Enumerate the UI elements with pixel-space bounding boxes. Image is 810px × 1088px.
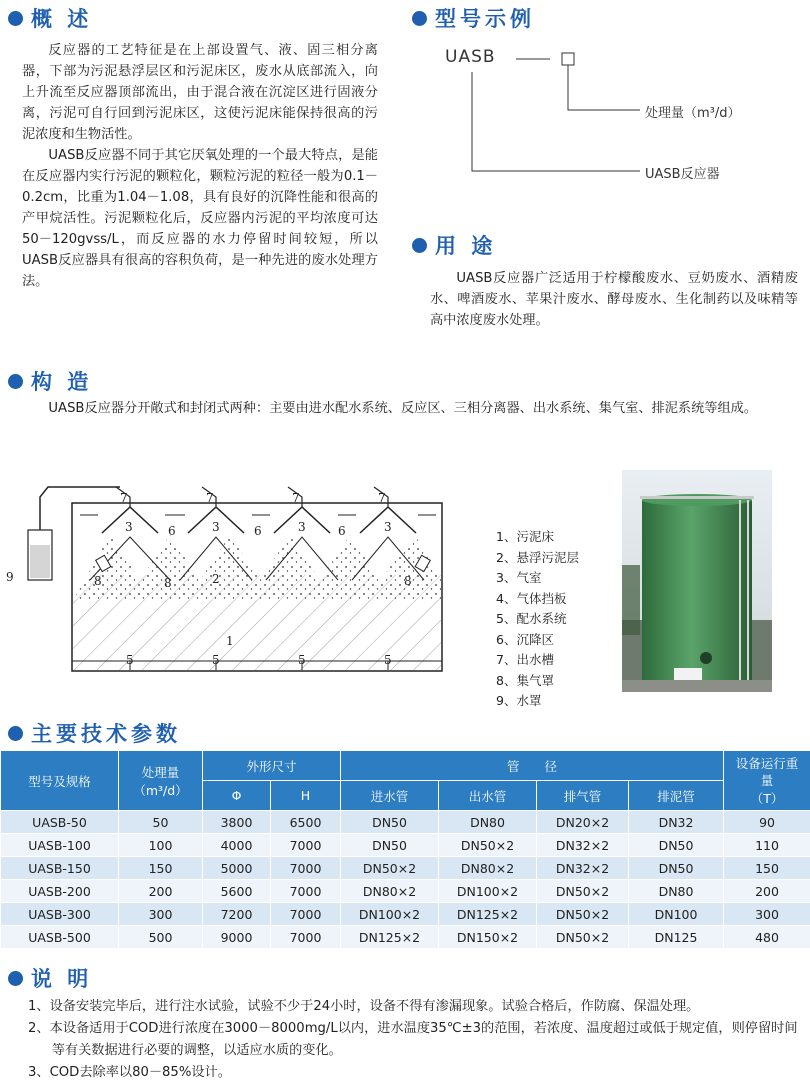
- table-cell: DN125: [629, 926, 724, 949]
- structure-title: 构 造: [31, 370, 93, 394]
- overview-paragraph-2: UASB反应器不同于其它厌氧处理的一个最大特点，是能在反应器内实行污泥的颗粒化，颗粒污泥的粒径一般为0.1－0.2cm，比重为1.04－1.08，具有良好的沉降性能和很高的产甲烷活性。污泥颗粒化后，反应器内污泥的平均浓度可达50－120gvss/L，而反应器的水力停留时间较短，所以UASB反应器具有很高的容积负荷，是一种先进的废水处理方法。: [22, 148, 378, 289]
- usage-heading: [412, 230, 496, 260]
- header-phi: Φ: [203, 781, 271, 811]
- table-cell: UASB-200: [1, 880, 119, 903]
- note-item: 2、本设备适用于COD进行浓度在3000－8000mg/L以内，进水温度35℃±3的范围，若浓度、温度超过或低于规定值，则停留时间等有关数据进行必要的调整，以适应水质的变化。: [28, 1021, 798, 1058]
- usage-paragraph: UASB反应器广泛适用于柠檬酸废水、豆奶废水、酒精废水、啤酒废水、苹果汁废水、酵母废水、生化制药以及味精等高中浓度废水处理。: [430, 271, 798, 328]
- table-cell: 480: [724, 926, 810, 949]
- overview-title: 概 述: [31, 7, 93, 31]
- structure-heading: [8, 366, 92, 396]
- table-cell: DN125×2: [341, 926, 439, 949]
- header-pipes: 管 径: [341, 751, 724, 781]
- params-title: 主要技术参数: [31, 722, 181, 746]
- table-cell: UASB-50: [1, 811, 119, 834]
- table-cell: 300: [119, 903, 203, 926]
- bullet-dot-icon: [8, 11, 23, 26]
- table-cell: DN32: [629, 811, 724, 834]
- model-title: 型号示例: [435, 7, 535, 31]
- table-cell: 7200: [203, 903, 271, 926]
- header-weight-unit: （T）: [750, 790, 784, 806]
- header-h: H: [271, 781, 341, 811]
- table-row: [1, 903, 810, 926]
- table-row: [1, 811, 810, 834]
- params-table: [0, 750, 810, 949]
- table-cell: DN50×2: [537, 880, 629, 903]
- notes-title: 说 明: [31, 967, 93, 991]
- reactor-diagram: [20, 475, 450, 685]
- note-item: 1、设备安装完毕后，进行注水试验，试验不少于24小时，设备不得有渗漏现象。试验合格后，作防腐、保温处理。: [28, 999, 700, 1014]
- diagram-label-2: 2: [212, 572, 220, 586]
- diagram-label-5a: 5: [126, 653, 134, 667]
- table-cell: DN50: [341, 834, 439, 857]
- diagram-label-7b: 7: [206, 491, 214, 505]
- header-capacity-label: 处理量: [141, 764, 180, 780]
- usage-title: 用 途: [435, 234, 497, 258]
- table-cell: 200: [724, 880, 810, 903]
- overview-text: [22, 40, 378, 292]
- legend-item: 4、气体挡板: [496, 590, 567, 606]
- table-cell: UASB-150: [1, 857, 119, 880]
- params-heading: [8, 718, 181, 748]
- table-cell: 7000: [271, 857, 341, 880]
- table-cell: DN50×2: [439, 834, 537, 857]
- table-cell: 150: [724, 857, 810, 880]
- table-cell: 7000: [271, 903, 341, 926]
- table-cell: 5000: [203, 857, 271, 880]
- table-cell: 90: [724, 811, 810, 834]
- diagram-label-9-outer: 9: [6, 570, 14, 584]
- table-cell: DN80: [629, 880, 724, 903]
- table-cell: DN100×2: [341, 903, 439, 926]
- model-heading: [412, 3, 535, 33]
- notes-list: [28, 996, 806, 1084]
- bullet-dot-icon: [8, 374, 23, 389]
- table-row: [1, 857, 810, 880]
- diagram-label-7c: 7: [292, 491, 300, 505]
- header-sludge: 排泥管: [629, 781, 724, 811]
- diagram-label-5c: 5: [298, 653, 306, 667]
- notes-heading: [8, 963, 92, 993]
- table-cell: 50: [119, 811, 203, 834]
- table-cell: 500: [119, 926, 203, 949]
- bullet-dot-icon: [412, 238, 427, 253]
- table-cell: DN100: [629, 903, 724, 926]
- diagram-label-8c: 8: [404, 574, 412, 588]
- table-cell: UASB-500: [1, 926, 119, 949]
- structure-paragraph: UASB反应器分开敞式和封闭式两种：主要由进水配水系统、反应区、三相分离器、出水系统、集气室、排泥系统等组成。: [48, 401, 758, 416]
- header-dims: 外形尺寸: [203, 751, 341, 781]
- diagram-label-7a: 7: [120, 491, 128, 505]
- legend-item: 1、污泥床: [496, 529, 554, 544]
- table-cell: 4000: [203, 834, 271, 857]
- table-cell: 7000: [271, 926, 341, 949]
- table-cell: 3800: [203, 811, 271, 834]
- diagram-label-5b: 5: [212, 653, 220, 667]
- legend-item: 2、悬浮污泥层: [496, 549, 579, 565]
- table-cell: DN125×2: [439, 903, 537, 926]
- table-cell: DN80: [439, 811, 537, 834]
- table-cell: DN50×2: [341, 857, 439, 880]
- table-cell: DN150×2: [439, 926, 537, 949]
- header-weight-label: 设备运行重量: [735, 755, 799, 788]
- table-row: [1, 880, 810, 903]
- diagram-label-3d: 3: [384, 520, 392, 534]
- legend-item: 5、配水系统: [496, 611, 567, 626]
- table-row: [1, 926, 810, 949]
- legend-item: 6、沉降区: [496, 631, 554, 647]
- table-cell: DN50×2: [537, 903, 629, 926]
- table-cell: 5600: [203, 880, 271, 903]
- table-cell: DN50: [341, 811, 439, 834]
- header-gas: 排气管: [537, 781, 629, 811]
- legend-item: 3、气室: [496, 570, 542, 585]
- table-cell: UASB-300: [1, 903, 119, 926]
- header-capacity: [119, 751, 203, 811]
- legend-item: 9、水罩: [496, 693, 542, 708]
- capacity-label: 处理量（m³/d）: [645, 106, 741, 121]
- table-cell: DN50: [629, 857, 724, 880]
- structure-legend: [496, 527, 579, 712]
- diagram-label-6a: 6: [168, 524, 176, 538]
- overview-heading: [8, 3, 92, 33]
- diagram-label-3c: 3: [298, 520, 306, 534]
- table-cell: 9000: [203, 926, 271, 949]
- table-cell: DN80×2: [439, 857, 537, 880]
- table-cell: UASB-100: [1, 834, 119, 857]
- reactor-photo: [622, 470, 772, 692]
- table-cell: 300: [724, 903, 810, 926]
- table-cell: DN20×2: [537, 811, 629, 834]
- bullet-dot-icon: [8, 971, 23, 986]
- diagram-label-1: 1: [226, 634, 234, 648]
- header-outlet: 出水管: [439, 781, 537, 811]
- diagram-label-6b: 6: [254, 524, 262, 538]
- structure-text: [22, 398, 798, 419]
- table-cell: DN32×2: [537, 857, 629, 880]
- header-inlet: 进水管: [341, 781, 439, 811]
- table-cell: 7000: [271, 834, 341, 857]
- params-table-body: [1, 811, 810, 949]
- diagram-label-7d: 7: [378, 491, 386, 505]
- diagram-label-5d: 5: [384, 653, 392, 667]
- table-cell: DN80×2: [341, 880, 439, 903]
- note-item: 3、COD去除率以80－85%设计。: [28, 1065, 231, 1080]
- header-capacity-unit: （m³/d）: [133, 782, 188, 798]
- table-cell: 200: [119, 880, 203, 903]
- usage-text: [430, 268, 798, 331]
- reactor-label: UASB反应器: [645, 167, 720, 182]
- diagram-label-3a: 3: [125, 520, 133, 534]
- table-row: [1, 834, 810, 857]
- bullet-dot-icon: [8, 726, 23, 741]
- header-model: 型号及规格: [1, 751, 119, 811]
- header-weight: [724, 751, 810, 811]
- table-cell: 110: [724, 834, 810, 857]
- table-cell: DN100×2: [439, 880, 537, 903]
- overview-paragraph-1: 反应器的工艺特征是在上部设置气、液、固三相分离器，下部为污泥悬浮层区和污泥床区，废水从底部流入，向上升流至反应器顶部流出，由于混合液在沉淀区进行固液分离，污泥可自行回到污泥床区，这使污泥床能保持很高的污泥浓度和生物活性。: [22, 43, 378, 142]
- diagram-label-6c: 6: [338, 524, 346, 538]
- diagram-label-8b: 8: [164, 576, 172, 590]
- diagram-label-8a: 8: [94, 574, 102, 588]
- diagram-label-3b: 3: [212, 520, 220, 534]
- table-cell: 100: [119, 834, 203, 857]
- model-code: UASB: [445, 47, 496, 67]
- table-cell: DN50: [629, 834, 724, 857]
- table-cell: 7000: [271, 880, 341, 903]
- legend-item: 7、出水槽: [496, 652, 554, 667]
- bullet-dot-icon: [412, 11, 427, 26]
- legend-item: 8、集气罩: [496, 672, 554, 688]
- table-cell: DN32×2: [537, 834, 629, 857]
- table-cell: DN50×2: [537, 926, 629, 949]
- table-cell: 6500: [271, 811, 341, 834]
- table-cell: 150: [119, 857, 203, 880]
